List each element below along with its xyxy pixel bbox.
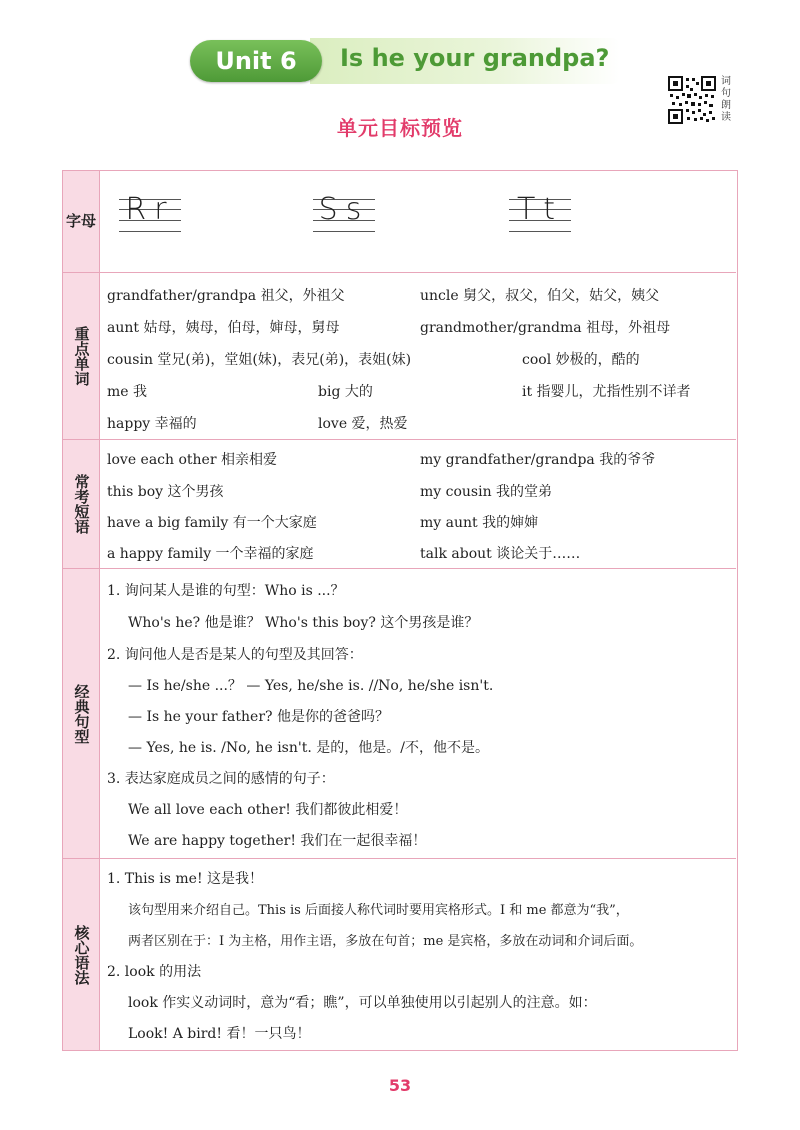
word-item: uncle 舅父，叔父，伯父，姑父，姨父 [420, 288, 660, 304]
letters-label-text: 字母 [65, 212, 96, 230]
phrase-item: this boy 这个男孩 [107, 484, 224, 500]
word-item: it 指婴儿，尤指性别不详者 [522, 384, 691, 400]
sentence-line: — Is he/she ...？ — Yes, he/she is. //No, he/she isn't. [128, 678, 494, 694]
phrase-item: talk about 谈论关于…… [420, 546, 581, 562]
phrase-item: a happy family 一个幸福的家庭 [107, 546, 314, 562]
section-subtitle: 单元目标预览 [337, 116, 463, 140]
phrase-item: my grandfather/grandpa 我的爷爷 [420, 452, 656, 468]
phrases-label-text: 常考短语 [72, 474, 91, 534]
grammar-line: Look! A bird! 看！一只鸟！ [128, 1026, 311, 1042]
unit-label: Unit 6 [190, 40, 322, 82]
unit-title: Is he your grandpa? [340, 44, 610, 72]
grammar-line: 2. look 的用法 [107, 964, 202, 980]
letter-pair-t: Tt [516, 192, 564, 227]
grammar-content [107, 859, 728, 1050]
grammar-line: 该句型用来介绍自己。This is 后面接人称代词时要用宾格形式。I 和 me 都意为“我”， [128, 903, 629, 918]
letter-r-guide [119, 192, 181, 233]
sentence-line: 2. 询问他人是否是某人的句型及其回答： [107, 647, 363, 663]
sentence-line: — Is he your father? 他是你的爸爸吗？ [128, 709, 389, 725]
words-label [63, 273, 100, 439]
phrase-item: have a big family 有一个大家庭 [107, 515, 317, 531]
word-item: me 我 [107, 384, 148, 400]
letters-content [63, 171, 736, 272]
letter-pair-r: Rr [125, 192, 175, 227]
sentences-label [63, 569, 100, 858]
words-label-text: 重点单词 [72, 326, 91, 386]
letter-t-guide [509, 192, 571, 233]
sentences-content [107, 569, 728, 858]
word-item: happy 幸福的 [107, 416, 197, 432]
letter-s-guide [313, 192, 375, 233]
sentence-line: We are happy together! 我们在一起很幸福！ [128, 833, 427, 849]
letters-row [63, 171, 736, 272]
grammar-label-text: 核心语法 [72, 924, 91, 985]
qr-label: 词句朗读 [721, 76, 731, 123]
phrase-item: my aunt 我的婶婶 [420, 515, 539, 531]
grammar-line: 1. This is me! 这是我！ [107, 871, 264, 887]
words-content [107, 273, 728, 439]
preview-table [62, 170, 738, 1051]
phrase-item: my cousin 我的堂弟 [420, 484, 553, 500]
sentences-label-text: 经典句型 [72, 683, 91, 744]
word-item: love 爱，热爱 [318, 416, 408, 432]
phrases-label [63, 440, 100, 568]
grammar-row [63, 858, 736, 1050]
grammar-label [63, 859, 100, 1050]
letter-pair-s: Ss [318, 192, 370, 227]
word-item: grandmother/grandma 祖母，外祖母 [420, 320, 671, 336]
words-row [63, 272, 736, 439]
word-item: big 大的 [318, 384, 373, 400]
sentences-row [63, 568, 736, 858]
grammar-line: 两者区别在于：I 为主格，用作主语，多放在句首；me 是宾格，多放在动词和介词后面。 [128, 934, 643, 949]
phrases-content [107, 440, 728, 568]
sentence-line: We all love each other! 我们都彼此相爱！ [128, 802, 408, 818]
page-number: 53 [388, 1076, 412, 1095]
grammar-line: look 作实义动词时，意为“看；瞧”，可以单独使用以引起别人的注意。如： [128, 995, 597, 1011]
word-item: aunt 姑母，姨母，伯母，婶母，舅母 [107, 320, 340, 336]
phrases-row [63, 439, 736, 568]
sentence-line: Who's he? 他是谁？ Who's this boy? 这个男孩是谁？ [128, 615, 479, 631]
unit-banner [190, 38, 620, 84]
sentence-line: — Yes, he is. /No, he isn't. 是的，他是。/不，他不是。 [128, 740, 489, 756]
phrase-item: love each other 相亲相爱 [107, 452, 277, 468]
word-item: cousin 堂兄(弟)，堂姐(妹)，表兄(弟)，表姐(妹) [107, 352, 412, 368]
sentence-line: 1. 询问某人是谁的句型：Who is ...？ [107, 583, 345, 599]
sentence-line: 3. 表达家庭成员之间的感情的句子： [107, 771, 335, 787]
word-item: cool 妙极的，酷的 [522, 352, 640, 368]
word-item: grandfather/grandpa 祖父，外祖父 [107, 288, 345, 304]
